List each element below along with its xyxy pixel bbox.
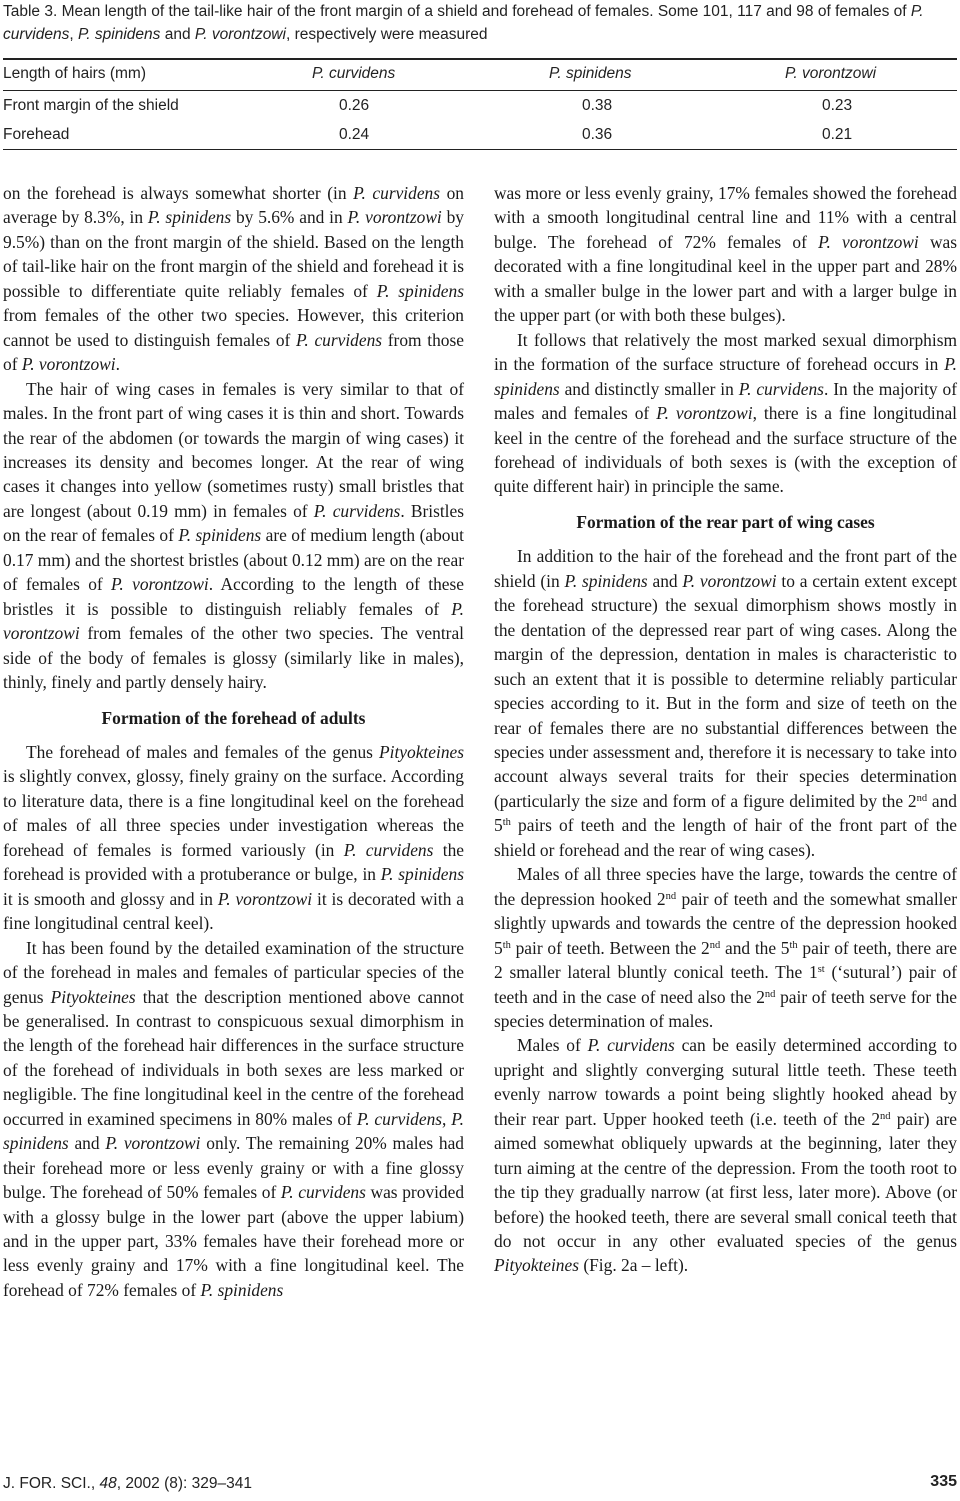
cell-value: 0.23 [822,96,853,114]
italic-text: P. vorontzowi [682,570,777,591]
left-text-column [3,181,464,1302]
header-p-curvidens: P. curvidens [312,64,396,82]
text-run: pairs of teeth and the length of hair of the front part of the shield or forehead and the rear of wing cases). [494,815,957,860]
text-run: . In the majority of males and females of [494,378,958,424]
superscript: nd [764,988,776,1000]
italic-text: Pityokteines [494,1255,579,1276]
text-run: , [442,1108,452,1129]
text-run: on average by 8.3%, in [3,183,464,228]
text-run: It has been found by the detailed examination of the structure of the forehead in males and females of particular species of the genus [3,937,464,1007]
text-run: The hair of wing cases in females is very similar to that of males. In the front part of wing cases it is thin and short. Towards the rear of the abdomen (or towards the margin of wing cases) it increases its density and becomes longer. At the rear of wing cases it changes into yellow (sometimes rusty) small bristles that are longest (about 0.19 mm) in females of [3,378,464,521]
italic-text: Pityokteines [50,986,136,1007]
text-run: can be easily determined according to upright and slightly converging sutural little teeth. These teeth evenly narrow towards a point being slightly hooked ahead by their rear part. Upper hooked teeth (i.e. teeth of the 2 [494,1035,958,1129]
text-run: Table 3. Mean length of the tail-like hair of the front margin of a shield and forehead of females. Some 101, 117 and 98 of females of [3,3,911,20]
text-run: , there is a fine longitudinal keel in the centre of the forehead and the surface structure of the forehead of individuals of both sexes is (with the exception of quite different hair) in principle the same. [494,403,958,497]
text-run: from females of the other two species. However, this criterion cannot be used to distinguish females of [3,305,464,350]
table-caption [3,0,957,46]
text-run: on the forehead is always somewhat shorter (in [3,183,354,203]
paragraph [494,181,957,328]
text-run: Males of all three species have the large, towards the centre of the depression hooked 2 [494,864,957,909]
text-run: that the description mentioned above cannot be generalised. In contrast to conspicuous sexual dimorphism in the length of the forehead hair differences in the surface structure of the forehead of individuals in both sexes are less marked or negligible. The fine longitudinal keel in the centre of the forehead occurred in examined specimens in 80% males of [3,986,464,1129]
right-text-column [494,181,957,1278]
text-run: , respectively were measured [285,26,488,43]
table-row [3,91,957,120]
italic-text: P. vorontzowi [818,231,919,252]
row-label-forehead: Forehead [3,125,70,143]
italic-text: P. spinidens [77,26,161,43]
italic-text: P. curvidens [296,329,383,350]
text-run: pair of teeth and the somewhat smaller slightly upwards and towards the centre of the depression hooked 5 [494,888,958,958]
italic-text: P. curvidens [356,1108,443,1129]
text-run: and [68,1133,106,1154]
text-run: and 5 [494,790,957,836]
text-run: pair) are aimed somewhat obliquely upwards at the beginning, later they turn aiming at the centre of the depression. From the tooth root to the tip they gradually narrow (at first less, later more). Above (or before) the hooked teeth, there are several small conical teeth that do not occur in any other evaluated species of the genus [494,1108,957,1252]
superscript: th [502,939,511,951]
text-run: to a certain extent except the forehead structure) the sexual dimorphism shows mostly in the dentation of the depressed rear part of wing cases. Along the margin of the depression, dentation in males is characteristic to such an extent that it is possible to determine reliably particular species according to it. But in the form and size of teeth on the rear of females there are no substantial differences between the species under assessment and, therefore it is necessary to take into account always several traits for their species determination (particularly the size and form of a figure delimited by the 2 [494,570,957,811]
superscript: th [789,939,798,951]
italic-text: P. spinidens [376,280,464,301]
header-length-of-hairs: Length of hairs (mm) [3,64,146,82]
italic-text: Pityokteines [379,741,464,762]
text-run: , [69,26,78,43]
section-heading: Formation of the rear part of wing cases [576,511,875,532]
text-run: by 9.5%) than on the front margin of the shield. Based on the length of tail-like hair on the front margin of the shield and forehead it is possible to differentiate quite reliably females of [3,207,464,301]
superscript: st [817,964,825,976]
italic-text: P. spinidens [200,1279,284,1300]
text-run: pair of teeth, there are 2 smaller lateral bluntly conical teeth. The 1 [494,937,958,983]
superscript: nd [665,890,677,902]
text-run: is slightly convex, glossy, finely grainy on the surface. According to literature data, there is a fine longitudinal keel on the forehead of males of all three species under investigation whereas the forehead of females is formed variously (in [3,766,464,860]
text-run: from those of [3,329,464,375]
cell-value: 0.38 [582,96,613,114]
cell-value: 0.21 [822,125,853,143]
text-run: by 5.6% and in [231,207,348,228]
italic-text: 48 [99,1475,117,1492]
italic-text: P. curvidens [313,500,401,521]
paragraph [494,862,957,1033]
text-run: . According to the length of these bristles it is possible to distinguish reliably females of [3,574,464,619]
italic-text: P. curvidens [343,839,434,860]
section-heading: Formation of the forehead of adults [101,707,366,728]
italic-text: P. vorontzowi [21,354,116,375]
paragraph [494,1033,957,1278]
text-run: was more or less evenly grainy, 17% females showed the forehead with a smooth longitudinal central line and 11% with a central bulge. The forehead of 72% females of [494,183,957,252]
header-p-vorontzowi: P. vorontzowi [785,64,877,82]
data-table [3,58,957,150]
text-run: , 2002 (8): 329–341 [116,1475,253,1492]
text-run: (‘sutural’) pair of teeth and in the case of need also the 2 [494,962,957,1007]
text-run: only. The remaining 20% males had their forehead more or less evenly grainy or with a fine glossy bulge. The forehead of 50% females of [3,1133,464,1203]
cell-value: 0.24 [339,125,370,143]
italic-text: P. spinidens [564,570,648,591]
text-run: pair of teeth. Between the 2 [510,937,710,958]
paragraph [494,328,957,499]
italic-text: P. spinidens [178,525,262,546]
text-run: Males of [517,1035,588,1056]
italic-text: P. vorontzowi [656,403,753,424]
paragraph [3,377,464,695]
italic-text: P. curvidens [738,378,824,399]
italic-text: P. curvidens [587,1035,675,1056]
italic-text: P. vorontzowi [194,26,286,43]
italic-text: P. spinidens [147,207,232,228]
text-run: and [647,570,683,591]
header-p-spinidens: P. spinidens [549,64,632,82]
text-run: was provided with a glossy bulge in the lower part (above the upper labium) and in the upper part, 33% females have their forehead more or less evenly grainy and 17% with a fine longitudinal keel. The forehead of 72% females of [3,1182,465,1300]
table-row [3,120,957,149]
text-run: and distinctly smaller in [559,378,739,399]
italic-text: P. curvidens [353,183,441,203]
text-run: the forehead is provided with a protuberance or bulge, in [3,839,465,885]
text-run: from females of the other two species. The ventral side of the body of females is glossy (similarly like in males), thinly, finely and partly densely hairy. [3,623,464,693]
italic-text: P. vorontzowi [3,598,464,644]
journal-citation [3,1475,252,1493]
italic-text: P. spinidens [3,1108,464,1154]
cell-value: 0.26 [339,96,370,114]
superscript: th [502,817,511,829]
text-run: and the 5 [720,937,790,958]
table-bottom-rule [3,149,957,151]
text-run: J. FOR. SCI., [3,1475,100,1492]
text-run: and [160,26,195,43]
cell-value: 0.36 [582,125,613,143]
text-run: . [115,354,120,375]
text-run: (Fig. 2a – left). [578,1255,689,1276]
italic-text: P. vorontzowi [217,888,313,909]
superscript: nd [916,792,928,804]
text-run: was decorated with a fine longitudinal keel in the upper part and 28% with a smaller bulge in the lower part and with a larger bulge in the upper part (or with both these bulges). [494,231,957,326]
italic-text: P. curvidens [280,1182,366,1203]
table-header-row [3,60,957,90]
page-number: 335 [930,1473,957,1490]
row-label-front-margin: Front margin of the shield [3,96,179,114]
text-run: The forehead of males and females of the genus [26,741,380,762]
text-run: . Bristles on the rear of females of [3,500,464,546]
italic-text: P. vorontzowi [111,574,209,595]
text-run: it is smooth and glossy and in [3,888,218,909]
paragraph [3,181,464,377]
text-run: In addition to the hair of the forehead and the front part of the shield (in [494,546,957,591]
italic-text: P. curvidens [3,3,924,43]
italic-text: P. spinidens [380,864,464,885]
text-run: It follows that relatively the most marked sexual dimorphism in the formation of the surface structure of forehead occurs in [494,329,957,375]
superscript: nd [709,939,721,951]
text-run: are of medium length (about 0.17 mm) and the shortest bristles (about 0.12 mm) are on the rear of females of [3,525,464,595]
italic-text: P. spinidens [494,354,957,399]
superscript: nd [880,1110,891,1122]
italic-text: P. vorontzowi [347,207,442,228]
italic-text: P. vorontzowi [105,1133,201,1154]
text-run: pair of teeth serve for the species determination of males. [494,986,957,1031]
paragraph [3,936,464,1303]
paragraph [3,740,464,936]
paragraph [494,544,957,862]
text-run: it is decorated with a fine longitudinal central keel). [3,888,464,934]
